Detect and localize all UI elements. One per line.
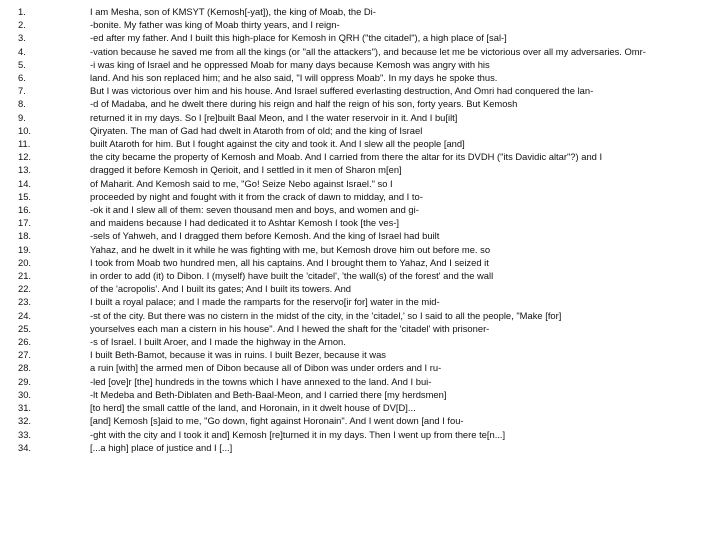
text-line	[18, 256, 708, 269]
line-text: I built a royal palace; and I made the ramparts for the reservo[ir for] water in the mid-	[90, 296, 440, 308]
line-number: 1.	[18, 6, 26, 17]
translation-document	[18, 5, 708, 454]
line-text: and maidens because I had dedicated it to Ashtar Kemosh I took [the ves-]	[90, 217, 400, 229]
line-number: 27.	[18, 349, 32, 361]
text-line	[18, 375, 708, 388]
line-number: 34.	[18, 441, 32, 453]
text-line	[18, 124, 708, 137]
text-line	[18, 335, 708, 348]
text-line	[18, 322, 708, 335]
line-text: -ed after my father. And I built this high-place for Kemosh in QRH ("the citadel"), a high place of [sal-]	[90, 32, 507, 44]
line-text: -i was king of Israel and he oppressed Moab for many days because Kemosh was angry with his	[90, 58, 490, 70]
text-line	[18, 97, 708, 110]
text-line	[18, 5, 708, 18]
line-text: land. And his son replaced him; and he also said, "I will oppress Moab". In my days he spoke thus.	[90, 72, 498, 84]
line-text: -st of the city. But there was no cistern in the midst of the city, in the 'citadel,' so I said to all the people, "Make [for]	[90, 309, 562, 321]
line-number: 9.	[18, 111, 26, 123]
text-line	[18, 216, 708, 229]
line-text: in order to add (it) to Dibon. I (myself) have built the 'citadel', 'the wall(s) of the forest' and the wall	[90, 270, 494, 282]
line-text: [to herd] the small cattle of the land, and Horonain, in it dwelt house of DV[D]...	[90, 402, 416, 414]
line-number: 11.	[18, 138, 31, 150]
line-text: -lt Medeba and Beth-Diblaten and Beth-Baal-Meon, and I carried there [my herdsmen]	[90, 388, 447, 400]
line-text: of the 'acropolis'. And I built its gates; And I built its towers. And	[90, 283, 352, 295]
line-number: 31.	[18, 402, 32, 414]
line-number: 21.	[18, 270, 32, 282]
line-text: proceeded by night and fought with it from the crack of dawn to midday, and I to-	[90, 190, 423, 202]
text-line	[18, 190, 708, 203]
line-number: 24.	[18, 309, 32, 321]
text-line	[18, 348, 708, 361]
line-text: [...a high] place of justice and I [...]	[90, 441, 233, 453]
text-line	[18, 361, 708, 374]
line-text: Yahaz, and he dwelt in it while he was fighting with me, but Kemosh drove him out before me. so	[90, 243, 491, 255]
line-text: [and] Kemosh [s]aid to me, "Go down, fight against Horonain". And I went down [and I fou-	[90, 415, 464, 427]
line-text: built Ataroth for him. But I fought against the city and took it. And I slew all the people [and]	[90, 138, 465, 150]
text-line	[18, 388, 708, 401]
line-number: 22.	[18, 283, 32, 295]
text-line	[18, 441, 708, 454]
line-text: yourselves each man a cistern in his house". And I hewed the shaft for the 'citadel' with prisoner-	[90, 322, 490, 334]
line-number: 18.	[18, 230, 32, 242]
line-text: I took from Moab two hundred men, all his captains. And I brought them to Yahaz, And I seized it	[90, 256, 489, 268]
text-line	[18, 177, 708, 190]
text-line	[18, 428, 708, 441]
line-number: 8.	[18, 98, 26, 110]
line-text: -bonite. My father was king of Moab thirty years, and I reign-	[90, 19, 340, 31]
text-line	[18, 58, 708, 71]
text-line	[18, 84, 708, 97]
line-number: 15.	[18, 190, 32, 202]
line-text: -sels of Yahweh, and I dragged them before Kemosh. And the king of Israel had built	[90, 230, 440, 242]
line-number: 19.	[18, 243, 32, 255]
line-text: -d of Madaba, and he dwelt there during his reign and half the reign of his son, forty years. But Kemosh	[90, 98, 518, 110]
line-number: 20.	[18, 256, 32, 268]
text-line	[18, 31, 708, 44]
text-line	[18, 203, 708, 216]
text-line	[18, 269, 708, 282]
line-text: dragged it before Kemosh in Qerioit, and I settled in it men of Sharon m[en]	[90, 164, 402, 176]
line-number: 5.	[18, 58, 26, 70]
text-line	[18, 282, 708, 295]
text-line	[18, 414, 708, 427]
line-text: -ght with the city and I took it and] Kemosh [re]turned it in my days. Then I went up from there te[n...]	[90, 428, 506, 440]
line-text: I am Mesha, son of KMSYT (Kemosh[-yat]), the king of Moab, the Di-	[90, 6, 376, 17]
line-text: a ruin [with] the armed men of Dibon because all of Dibon was under orders and I ru-	[90, 362, 442, 374]
line-number: 6.	[18, 72, 26, 84]
line-number: 12.	[18, 151, 32, 163]
line-number: 30.	[18, 388, 32, 400]
text-line	[18, 401, 708, 414]
text-line	[18, 150, 708, 163]
line-number: 29.	[18, 375, 32, 387]
text-line	[18, 18, 708, 31]
line-number: 33.	[18, 428, 32, 440]
text-line	[18, 243, 708, 256]
line-text: -ok it and I slew all of them: seven thousand men and boys, and women and gi-	[90, 204, 419, 216]
line-number: 2.	[18, 19, 26, 31]
text-line	[18, 163, 708, 176]
line-number: 23.	[18, 296, 32, 308]
line-text: of Maharit. And Kemosh said to me, "Go! Seize Nebo against Israel." so I	[90, 177, 393, 189]
line-number: 17.	[18, 217, 32, 229]
line-text: But I was victorious over him and his house. And Israel suffered everlasting destruction, And Omri had conquered the lan-	[90, 85, 594, 97]
line-number: 13.	[18, 164, 32, 176]
text-line	[18, 45, 708, 58]
text-line	[18, 229, 708, 242]
line-number: 10.	[18, 124, 32, 136]
line-number: 32.	[18, 415, 32, 427]
line-text: Qiryaten. The man of Gad had dwelt in Ataroth from of old; and the king of Israel	[90, 124, 423, 136]
text-line	[18, 71, 708, 84]
text-line	[18, 111, 708, 124]
line-text: -vation because he saved me from all the kings (or "all the attackers"), and because let me be victorious over all my adversaries. Omr-	[90, 45, 646, 57]
line-number: 26.	[18, 336, 32, 348]
line-number: 25.	[18, 322, 32, 334]
line-text: the city became the property of Kemosh and Moab. And I carried from there the altar for its DVDH ("its Davidic altar"?) and I	[90, 151, 603, 163]
line-number: 4.	[18, 45, 26, 57]
line-number: 28.	[18, 362, 32, 374]
line-text: -s of Israel. I built Aroer, and I made the highway in the Arnon.	[90, 336, 346, 348]
text-line	[18, 295, 708, 308]
line-text: returned it in my days. So I [re]built Baal Meon, and I the water reservoir in it. And I bu[ilt]	[90, 111, 458, 123]
line-number: 7.	[18, 85, 26, 97]
line-number: 3.	[18, 32, 26, 44]
text-line	[18, 137, 708, 150]
line-number: 14.	[18, 177, 32, 189]
line-text: I built Beth-Bamot, because it was in ruins. I built Bezer, because it was	[90, 349, 386, 361]
line-number: 16.	[18, 204, 32, 216]
text-line	[18, 309, 708, 322]
line-text: -led [ove]r [the] hundreds in the towns which I have annexed to the land. And I bui-	[90, 375, 432, 387]
